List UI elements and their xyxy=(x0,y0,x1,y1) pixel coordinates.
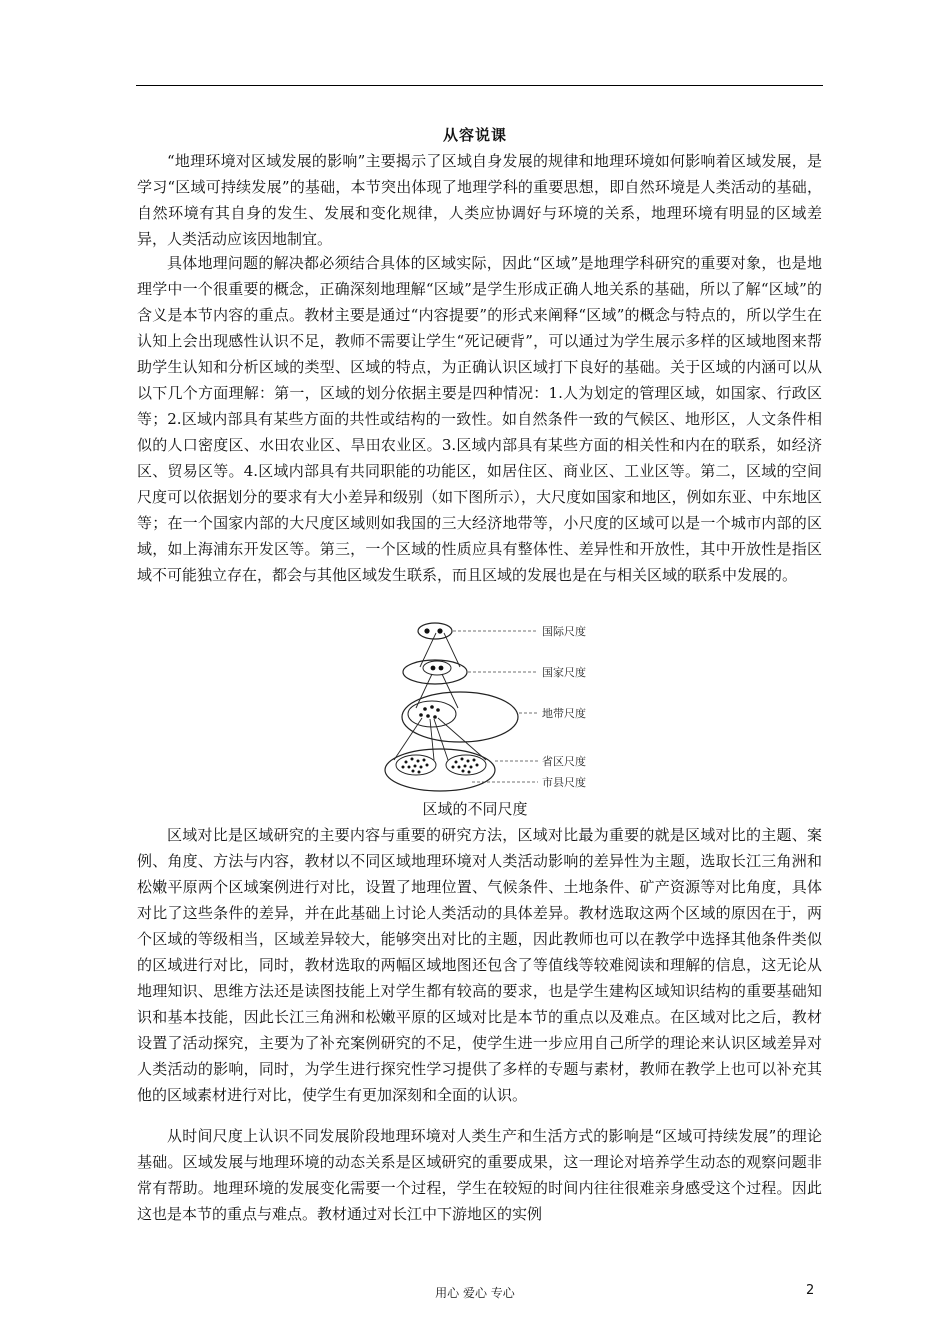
zone-ellipse xyxy=(402,692,518,742)
paragraph-4 xyxy=(137,1123,822,1227)
page-number: 2 xyxy=(806,1283,815,1298)
international-dot-1 xyxy=(424,628,429,633)
zone-inner-ellipse xyxy=(408,701,456,727)
label-international: 国际尺度 xyxy=(542,625,586,638)
national-ellipse xyxy=(403,660,467,684)
label-province: 省区尺度 xyxy=(542,755,586,768)
region-scale-diagram xyxy=(380,620,610,800)
figure-caption: 区域的不同尺度 xyxy=(422,800,528,818)
paragraph-1-text: “地理环境对区域发展的影响”主要揭示了区域自身发展的规律和地理环境如何影响着区域发展，是学习“区域可持续发展”的基础，本节突出体现了地理学科的重要思想，即自然环境是人类活动的基础，自然环境有其自身的发生、发展和变化规律，人类应协调好与环境的关系，地理环境有明显的区域差异，人类活动应该因地制宜。 xyxy=(137,152,822,248)
national-inner-ellipse xyxy=(423,661,451,675)
paragraph-4-text: 从时间尺度上认识不同发展阶段地理环境对人类生产和生活方式的影响是“区域可持续发展”的理论基础。区域发展与地理环境的动态关系是区域研究的重要成果，这一理论对培养学生动态的观察问题非常有帮助。地理环境的发展变化需要一个过程，学生在较短的时间内往往很难亲身感受这个过程。因此这也是本节的重点与难点。教材通过对长江中下游地区的实例 xyxy=(137,1127,822,1223)
paragraph-2 xyxy=(137,250,822,588)
label-county: 市县尺度 xyxy=(542,776,586,789)
header-rule xyxy=(136,85,823,86)
province-ellipse xyxy=(385,749,495,791)
section-title: 从容说课 xyxy=(442,126,507,144)
international-ellipse xyxy=(418,623,452,639)
footer-text: 用心 爱心 专心 xyxy=(435,1286,515,1300)
label-zone: 地带尺度 xyxy=(542,707,586,720)
paragraph-2-text: 具体地理问题的解决都必须结合具体的区域实际，因此“区域”是地理学科研究的重要对象，也是地理学中一个很重要的概念，正确深刻地理解“区域”是学生形成正确人地关系的基础，所以了解“区域”的含义是本节内容的重点。教材主要是通过“内容提要”的形式来阐释“区域”的概念与特点的，所以学生在认知上会出现感性认识不足，教师不需要让学生“死记硬背”，可以通过为学生展示多样的区域地图来帮助学生认知和分析区域的类型、区域的特点，为正确认识区域打下良好的基础。关于区域的内涵可以从以下几个方面理解：第一，区域的划分依据主要是四种情况：1.人为划定的管理区域，如国家、行政区等；2.区域内部具有某些方面的共性或结构的一致性。如自然条件一致的气候区、地形区，人文条件相似的人口密度区、水田农业区、旱田农业区。3.区域内部具有某些方面的相关性和内在的联系，如经济区、贸易区等。4.区域内部具有共同职能的功能区，如居住区、商业区、工业区等。第二，区域的空间尺度可以依据划分的要求有大小差异和级别（如下图所示），大尺度如国家和地区，例如东亚、中东地区等；在一个国家内部的大尺度区域则如我国的三大经济地带等，小尺度的区域可以是一个城市内部的区域，如上海浦东开发区等。第三，一个区域的性质应具有整体性、差异性和开放性，其中开放性是指区域不可能独立存在，都会与其他区域发生联系，而且区域的发展也是在与相关区域的联系中发展的。 xyxy=(137,254,822,584)
paragraph-3-text: 区域对比是区域研究的主要内容与重要的研究方法，区域对比最为重要的就是区域对比的主题、案例、角度、方法与内容，教材以不同区域地理环境对人类活动影响的差异性为主题，选取长江三角洲和松嫩平原两个区域案例进行对比，设置了地理位置、气候条件、土地条件、矿产资源等对比角度，具体对比了这些条件的差异，并在此基础上讨论人类活动的具体差异。教材选取这两个区域的原因在于，两个区域的等级相当，区域差异较大，能够突出对比的主题，因此教师也可以在教学中选择其他条件类似的区域进行对比，同时，教材选取的两幅区域地图还包含了等值线等较难阅读和理解的信息，这无论从地理知识、思维方法还是读图技能上对学生都有较高的要求，也是学生建构区域知识结构的重要基础知识和基本技能，因此长江三角洲和松嫩平原的区域对比是本节的重点以及难点。在区域对比之后，教材设置了活动探究，主要为了补充案例研究的不足，使学生进一步应用自己所学的理论来认识区域差异对人类活动的影响，同时，为学生进行探究性学习提供了多样的专题与素材，教师在教学上也可以补充其他的区域素材进行对比，使学生有更加深刻和全面的认识。 xyxy=(137,826,822,1104)
region-scale-svg xyxy=(380,620,610,800)
paragraph-3 xyxy=(137,822,822,1108)
label-national: 国家尺度 xyxy=(542,666,586,679)
paragraph-1 xyxy=(137,148,822,252)
international-dot-2 xyxy=(437,628,442,633)
